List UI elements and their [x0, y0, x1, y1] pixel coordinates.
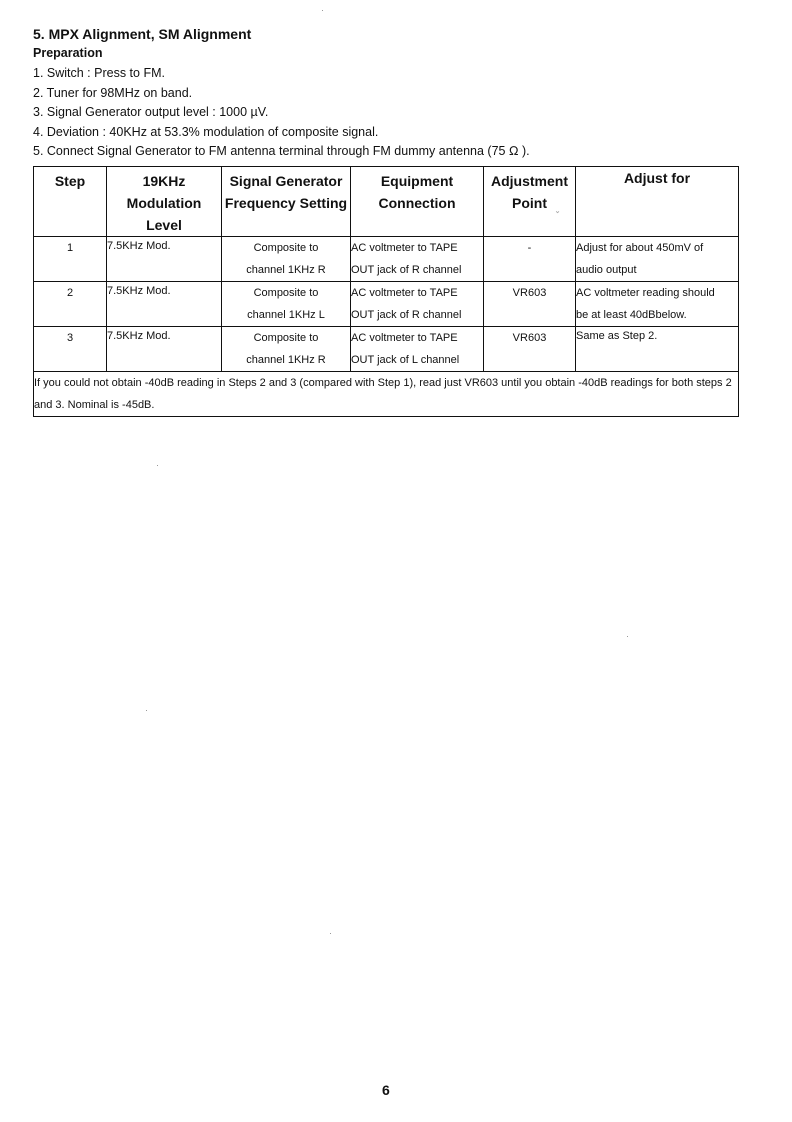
modulation-value: 7.5KHz Mod.	[107, 285, 171, 297]
signal-cell	[222, 237, 351, 282]
step-number: 1	[66, 242, 74, 254]
header-signal-line: Signal Generator	[229, 173, 343, 189]
table-row	[34, 327, 739, 372]
alignment-table	[33, 166, 739, 417]
scan-speck-icon	[157, 465, 158, 466]
header-modulation-line: 19KHz	[142, 173, 186, 189]
header-modulation-line: Modulation	[126, 195, 202, 211]
signal-line: Composite to	[253, 242, 319, 254]
modulation-cell	[107, 237, 222, 282]
preparation-step: 4. Deviation : 40KHz at 53.3% modulation of composite signal.	[33, 124, 379, 139]
equipment-line: OUT jack of R channel	[351, 309, 462, 321]
header-adjust-for-line: Adjust	[623, 170, 668, 186]
signal-line: Composite to	[253, 287, 319, 299]
modulation-value: 7.5KHz Mod.	[107, 240, 171, 252]
header-adjust-for	[576, 167, 739, 237]
adjust-for-cell	[576, 327, 739, 372]
scan-speck-icon	[330, 933, 331, 934]
header-modulation-line: Level	[146, 217, 182, 233]
modulation-value: 7.5KHz Mod.	[107, 330, 171, 342]
adjustment-cell	[484, 282, 576, 327]
adjustment-cell	[484, 237, 576, 282]
preparation-list	[33, 64, 530, 162]
adjust-for-cell	[576, 282, 739, 327]
header-signal-line: Setting	[299, 195, 348, 211]
equipment-line: AC voltmeter to TAPE	[351, 242, 458, 254]
modulation-cell	[107, 327, 222, 372]
step-cell	[34, 282, 107, 327]
equipment-line: AC voltmeter to TAPE	[351, 287, 458, 299]
header-signal-line: Frequency	[224, 195, 296, 211]
table-note-row	[34, 372, 739, 417]
scan-speck-icon	[627, 636, 628, 637]
table-note: If you could not obtain -40dB reading in Steps 2 and 3 (compared with Step 1), read just VR603 until you obtain -40dB readings for both steps 2 and 3. Nominal is -45dB.	[34, 372, 739, 417]
equipment-cell	[351, 237, 484, 282]
signal-cell	[222, 282, 351, 327]
signal-cell	[222, 327, 351, 372]
step-cell	[34, 327, 107, 372]
adjust-for-line: AC voltmeter reading should	[576, 287, 715, 299]
page-number: 6	[382, 1082, 390, 1098]
signal-line: Composite to	[253, 332, 319, 344]
signal-line: channel 1KHz R	[246, 264, 326, 276]
preparation-step: 2. Tuner for 98MHz on band.	[33, 85, 193, 100]
header-equipment	[351, 167, 484, 237]
adjustment-value: VR603	[512, 287, 547, 299]
step-cell	[34, 237, 107, 282]
header-modulation	[107, 167, 222, 237]
step-number: 2	[66, 287, 74, 299]
scan-mark-icon: ⌄	[554, 208, 561, 215]
preparation-step: 1. Switch : Press to FM.	[33, 66, 165, 80]
table-row	[34, 282, 739, 327]
header-adjustment	[484, 167, 576, 237]
adjustment-value: -	[527, 242, 532, 254]
preparation-step: 5. Connect Signal Generator to FM antenna terminal through FM dummy antenna (75 Ω ).	[33, 144, 530, 158]
equipment-cell	[351, 282, 484, 327]
header-adjustment-line: Point	[512, 195, 547, 211]
equipment-line: OUT jack of R channel	[351, 264, 462, 276]
signal-line: channel 1KHz L	[247, 309, 325, 321]
equipment-line: AC voltmeter to TAPE	[351, 332, 458, 344]
equipment-cell	[351, 327, 484, 372]
table-header-row	[34, 167, 739, 237]
header-adjustment-line: Adjustment	[491, 173, 568, 189]
adjust-for-line: Same as Step 2.	[576, 330, 658, 342]
header-adjust-for-line: for	[671, 170, 691, 186]
adjustment-value: VR603	[512, 332, 547, 344]
scan-speck-icon	[322, 10, 323, 11]
preparation-step: 3. Signal Generator output level : 1000 µV.	[33, 105, 269, 119]
header-signal	[222, 167, 351, 237]
adjust-for-line: audio output	[576, 264, 637, 276]
header-step	[34, 167, 107, 237]
header-step-label: Step	[54, 173, 86, 189]
adjustment-cell	[484, 327, 576, 372]
header-equipment-line: Equipment	[380, 173, 454, 189]
section-title: 5. MPX Alignment, SM Alignment	[33, 26, 252, 42]
modulation-cell	[107, 282, 222, 327]
signal-line: channel 1KHz R	[246, 354, 326, 366]
equipment-line: OUT jack of L channel	[351, 354, 460, 366]
table-row	[34, 237, 739, 282]
adjust-for-line: be at least 40dBbelow.	[576, 309, 687, 321]
adjust-for-line: Adjust for about 450mV of	[576, 242, 704, 254]
header-equipment-line: Connection	[378, 195, 456, 211]
preparation-heading: Preparation	[33, 46, 103, 60]
adjust-for-cell	[576, 237, 739, 282]
scan-speck-icon	[146, 710, 147, 711]
step-number: 3	[66, 332, 74, 344]
